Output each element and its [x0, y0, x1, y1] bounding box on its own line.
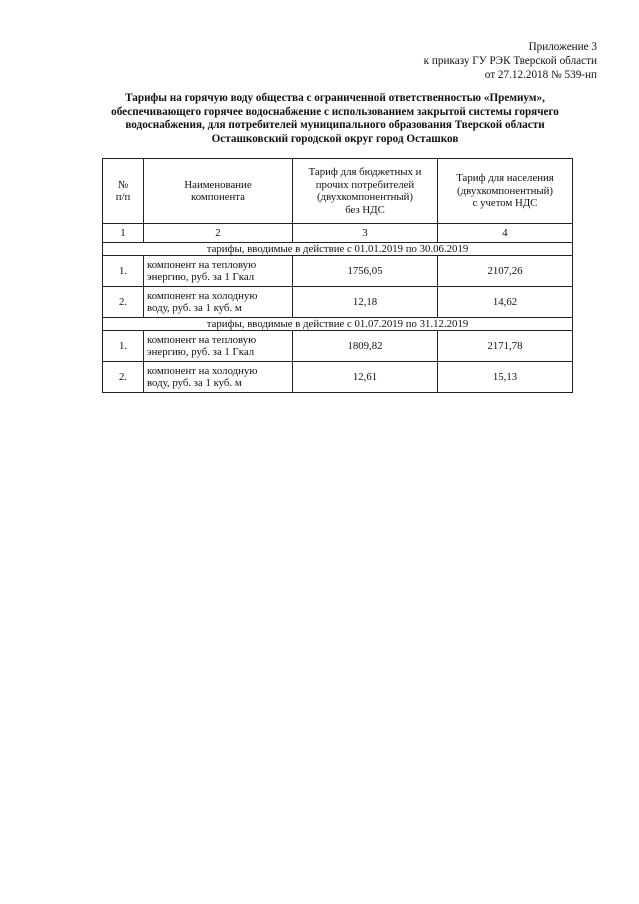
header-budget-line: без НДС: [345, 203, 385, 216]
appendix-reference: [424, 40, 597, 82]
header-num-line: №: [117, 178, 129, 191]
component-name: [144, 331, 293, 362]
component-name: [144, 256, 293, 287]
header-budget-tariff: [293, 159, 438, 224]
component-name-line: энергию, руб. за 1 Гкал: [147, 271, 255, 283]
row-number: 2.: [103, 362, 144, 393]
period-row: [103, 318, 573, 331]
appendix-line-2: к приказу ГУ РЭК Тверской области: [423, 55, 597, 67]
budget-tariff-value: 1756,05: [293, 256, 438, 287]
title-line-3: водоснабжения, для потребителей муниципального образования Тверской области: [125, 119, 545, 132]
header-budget-line: Тариф для бюджетных и: [308, 166, 422, 178]
header-name-line: Наименование: [184, 178, 252, 191]
table-row: [103, 287, 573, 318]
table-row: [103, 331, 573, 362]
component-name-line: компонент на холодную: [147, 365, 258, 377]
appendix-line-1: Приложение 3: [528, 41, 597, 53]
header-population-line: Тариф для населения: [456, 172, 554, 185]
header-name-line: компонента: [191, 191, 245, 203]
row-number: 1.: [103, 256, 144, 287]
table-row: [103, 362, 573, 393]
population-tariff-value: 14,62: [438, 287, 573, 318]
header-budget-line: прочих потребителей: [315, 178, 415, 191]
header-population-line: с учетом НДС: [472, 197, 538, 210]
component-name-line: компонент на тепловую: [147, 259, 257, 271]
component-name-line: воду, руб. за 1 куб. м: [147, 377, 242, 389]
column-number: 2: [144, 224, 293, 243]
component-name-line: воду, руб. за 1 куб. м: [147, 302, 242, 314]
tariff-table: [102, 158, 573, 393]
component-name: [144, 362, 293, 393]
row-number: 2.: [103, 287, 144, 318]
table-header-row: [103, 159, 573, 224]
title-line-1: Тарифы на горячую воду общества с ограниченной ответственностью «Премиум»,: [125, 92, 545, 104]
header-num: [103, 159, 144, 224]
component-name: [144, 287, 293, 318]
title-line-2: обеспечивающего горячее водоснабжение с использованием закрытой системы горячего: [111, 105, 559, 118]
component-name-line: компонент на тепловую: [147, 334, 257, 346]
component-name-line: компонент на холодную: [147, 290, 258, 302]
document-title: [95, 92, 575, 146]
population-tariff-value: 2171,78: [438, 331, 573, 362]
header-population-tariff: [438, 159, 573, 224]
component-name-line: энергию, руб. за 1 Гкал: [147, 346, 255, 358]
population-tariff-value: 2107,26: [438, 256, 573, 287]
population-tariff-value: 15,13: [438, 362, 573, 393]
table-row: [103, 256, 573, 287]
header-population-line: (двухкомпонентный): [457, 184, 553, 197]
row-number: 1.: [103, 331, 144, 362]
title-line-4: Осташковский городской округ город Осташков: [211, 132, 459, 145]
column-number: 3: [293, 224, 438, 243]
appendix-line-3: от 27.12.2018 № 539-нп: [484, 69, 597, 81]
header-budget-line: (двухкомпонентный): [317, 191, 413, 203]
period-row: [103, 243, 573, 256]
column-number-row: [103, 224, 573, 243]
period-label: тарифы, вводимые в действие с 01.07.2019 по 31.12.2019: [103, 318, 573, 331]
header-num-line: п/п: [115, 191, 131, 203]
header-name: [144, 159, 293, 224]
period-label: тарифы, вводимые в действие с 01.01.2019 по 30.06.2019: [103, 243, 573, 256]
column-number: 1: [103, 224, 144, 243]
budget-tariff-value: 1809,82: [293, 331, 438, 362]
budget-tariff-value: 12,18: [293, 287, 438, 318]
budget-tariff-value: 12,61: [293, 362, 438, 393]
column-number: 4: [438, 224, 573, 243]
